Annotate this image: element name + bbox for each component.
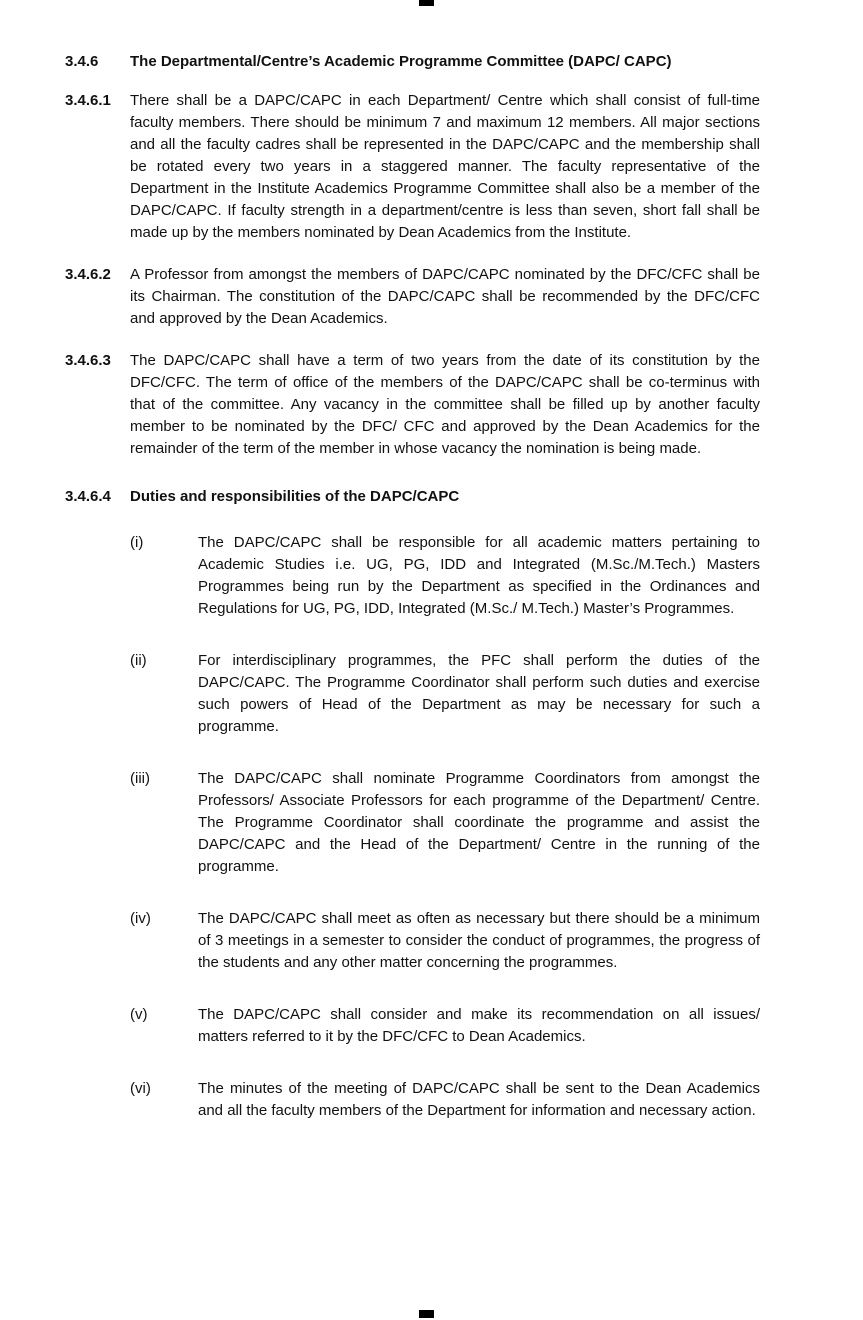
list-item-v: [130, 1004, 760, 1048]
duties-list: [130, 532, 760, 1122]
list-item-text: For interdisciplinary programmes, the PFC shall perform the duties of the DAPC/CAPC. The Programme Coordinator shall perform such duties and exercise such powers of Head of the Department as may be necessary for such a programme.: [198, 652, 760, 735]
list-item-marker: (ii): [130, 652, 147, 669]
paragraph-3-4-6-3: [65, 350, 760, 460]
paragraph-text: A Professor from amongst the members of DAPC/CAPC nominated by the DFC/CFC shall be its Chairman. The constitution of the DAPC/CAPC shall be recommended by the DFC/CFC and approved by the Dean Academics.: [130, 266, 760, 327]
cropped-page-footer-mark: [419, 1310, 434, 1318]
list-item-marker: (iii): [130, 770, 150, 787]
cropped-page-header-mark: [419, 0, 434, 6]
paragraph-number: 3.4.6.2: [65, 266, 111, 283]
list-item-iv: [130, 908, 760, 974]
section-heading-3-4-6: [65, 51, 760, 73]
paragraph-3-4-6-1: [65, 90, 760, 244]
paragraph-text: There shall be a DAPC/CAPC in each Department/ Centre which shall consist of full-time faculty members. There should be minimum 7 and maximum 12 members. All major sections and all the faculty cadres shall be represented in the DAPC/CAPC and the membership shall be rotated every two years in a staggered manner. The faculty representative of the Department in the Institute Academics Programme Committee shall also be a member of the DAPC/CAPC. If faculty strength in a department/centre is less than seven, short fall shall be made up by the members nominated by Dean Academics from the Institute.: [130, 92, 760, 241]
list-item-text: The DAPC/CAPC shall consider and make its recommendation on all issues/ matters referred to it by the DFC/CFC to Dean Academics.: [198, 1006, 760, 1045]
section-title: The Departmental/Centre’s Academic Programme Committee (DAPC/ CAPC): [130, 53, 672, 70]
paragraph-number: 3.4.6.1: [65, 92, 111, 109]
list-item-marker: (vi): [130, 1080, 151, 1097]
list-item-marker: (v): [130, 1006, 148, 1023]
section-number: 3.4.6: [65, 53, 99, 70]
list-item-marker: (iv): [130, 910, 151, 927]
section-title: Duties and responsibilities of the DAPC/CAPC: [130, 488, 460, 505]
list-item-marker: (i): [130, 534, 144, 551]
list-item-iii: [130, 768, 760, 878]
section-number: 3.4.6.4: [65, 488, 111, 505]
paragraph-number: 3.4.6.3: [65, 352, 111, 369]
paragraph-text: The DAPC/CAPC shall have a term of two years from the date of its constitution by the DFC/CFC. The term of office of the members of the DAPC/CAPC shall be co-terminus with that of the committee. Any vacancy in the committee shall be filled up by another faculty member to be nominated by the DFC/ CFC and approved by the Dean Academics for the remainder of the term of the member in whose vacancy the nomination is being made.: [130, 352, 760, 457]
section-heading-3-4-6-4: [65, 486, 760, 508]
list-item-text: The DAPC/CAPC shall nominate Programme Coordinators from amongst the Professors/ Associate Professors for each programme of the Department/ Centre. The Programme Coordinator shall coordinate the programme and assist the DAPC/CAPC and the Head of the Department/ Centre in the running of the programme.: [198, 770, 760, 875]
list-item-text: The DAPC/CAPC shall be responsible for all academic matters pertaining to Academic Studies i.e. UG, PG, IDD and Integrated (M.Sc./M.Tech.) Masters Programmes being run by the Department as specified in the Ordinances and Regulations for UG, PG, IDD, Integrated (M.Sc./ M.Tech.) Master’s Programmes.: [198, 534, 760, 617]
list-item-vi: [130, 1078, 760, 1122]
list-item-i: [130, 532, 760, 620]
list-item-text: The DAPC/CAPC shall meet as often as necessary but there should be a minimum of 3 meetings in a semester to consider the conduct of programmes, the progress of the students and any other matter concerning the programmes.: [198, 910, 760, 971]
list-item-text: The minutes of the meeting of DAPC/CAPC shall be sent to the Dean Academics and all the faculty members of the Department for information and necessary action.: [198, 1080, 760, 1119]
list-item-ii: [130, 650, 760, 738]
paragraph-3-4-6-2: [65, 264, 760, 330]
